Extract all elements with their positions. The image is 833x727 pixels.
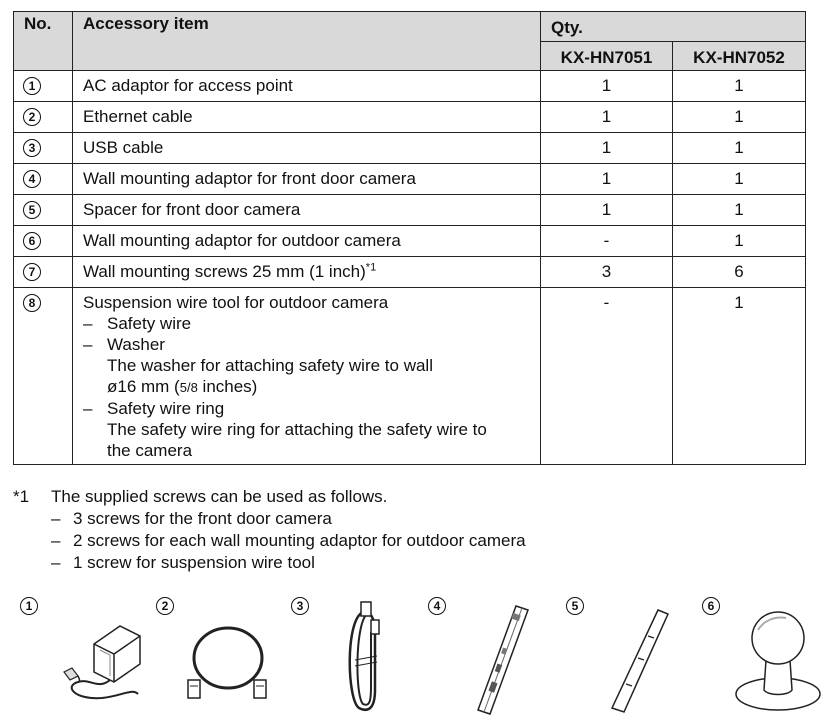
qty-kx-hn7052: 1 [673, 288, 806, 465]
qty-kx-hn7051: 1 [541, 164, 673, 195]
row-number: 8 [23, 294, 41, 312]
header-accessory-item: Accessory item [73, 12, 541, 71]
table-row [14, 195, 806, 226]
accessory-item: USB cable [73, 133, 541, 164]
footnote-item: – 1 screw for suspension wire tool [51, 553, 315, 572]
footnote-ref: *1 [365, 261, 377, 274]
header-qty: Qty. [541, 12, 806, 42]
ac-adaptor-icon [50, 610, 160, 710]
sub-item-safety-wire: – Safety wire [83, 314, 192, 333]
footnote-intro: *1 The supplied screws can be used as follows. [13, 487, 388, 506]
figure-number: 4 [428, 597, 446, 615]
qty-kx-hn7052: 1 [673, 226, 806, 257]
row-number: 3 [23, 139, 41, 157]
sub-item-safety-wire-ring: – Safety wire ring [83, 399, 225, 418]
accessory-item [73, 257, 541, 288]
accessory-item [73, 288, 541, 465]
qty-kx-hn7052: 6 [673, 257, 806, 288]
figure-number: 6 [702, 597, 720, 615]
footnote [13, 486, 813, 574]
row-number: 1 [23, 77, 41, 95]
row-number: 6 [23, 232, 41, 250]
qty-kx-hn7052: 1 [673, 195, 806, 226]
qty-kx-hn7051: - [541, 288, 673, 465]
spacer-icon [596, 606, 686, 716]
ethernet-cable-icon [180, 618, 280, 708]
qty-kx-hn7052: 1 [673, 164, 806, 195]
outdoor-mount-adaptor-icon [728, 606, 828, 716]
qty-kx-hn7052: 1 [673, 102, 806, 133]
table-row [14, 164, 806, 195]
table-row [14, 288, 806, 465]
accessory-table [13, 11, 806, 465]
row-number: 5 [23, 201, 41, 219]
qty-kx-hn7051: 1 [541, 71, 673, 102]
table-row [14, 257, 806, 288]
row-number: 2 [23, 108, 41, 126]
accessory-item: Spacer for front door camera [73, 195, 541, 226]
table-row [14, 102, 806, 133]
figure-number: 1 [20, 597, 38, 615]
washer-size: ø16 mm (5/8 inches) [107, 377, 258, 396]
row-number: 7 [23, 263, 41, 281]
sub-item-washer: – Washer [83, 335, 165, 354]
table-row [14, 71, 806, 102]
table-row [14, 226, 806, 257]
accessory-item-text: Wall mounting screws 25 mm (1 inch) [83, 262, 366, 281]
ring-description-line-2: the camera [107, 441, 193, 460]
qty-kx-hn7051: 1 [541, 102, 673, 133]
ring-description-line-1: The safety wire ring for attaching the safety wire to [107, 420, 487, 439]
header-no: No. [14, 12, 73, 71]
qty-kx-hn7051: 3 [541, 257, 673, 288]
accessory-item-text: Suspension wire tool for outdoor camera [83, 293, 389, 312]
qty-kx-hn7051: 1 [541, 133, 673, 164]
footnote-item: – 3 screws for the front door camera [51, 509, 332, 528]
qty-kx-hn7051: 1 [541, 195, 673, 226]
row-number: 4 [23, 170, 41, 188]
washer-description: The washer for attaching safety wire to wall [107, 356, 433, 375]
figure-number: 2 [156, 597, 174, 615]
qty-kx-hn7052: 1 [673, 133, 806, 164]
accessory-item: Wall mounting adaptor for front door camera [73, 164, 541, 195]
usb-cable-icon [341, 600, 401, 715]
footnote-item: – 2 screws for each wall mounting adaptor for outdoor camera [51, 531, 526, 550]
figure-number: 3 [291, 597, 309, 615]
header-model-kx-hn7052: KX-HN7052 [673, 42, 806, 71]
qty-kx-hn7051: - [541, 226, 673, 257]
qty-kx-hn7052: 1 [673, 71, 806, 102]
accessory-item: Ethernet cable [73, 102, 541, 133]
accessory-item: AC adaptor for access point [73, 71, 541, 102]
figure-number: 5 [566, 597, 584, 615]
table-row [14, 133, 806, 164]
accessory-item: Wall mounting adaptor for outdoor camera [73, 226, 541, 257]
wall-mount-adaptor-icon [464, 600, 544, 718]
header-model-kx-hn7051: KX-HN7051 [541, 42, 673, 71]
